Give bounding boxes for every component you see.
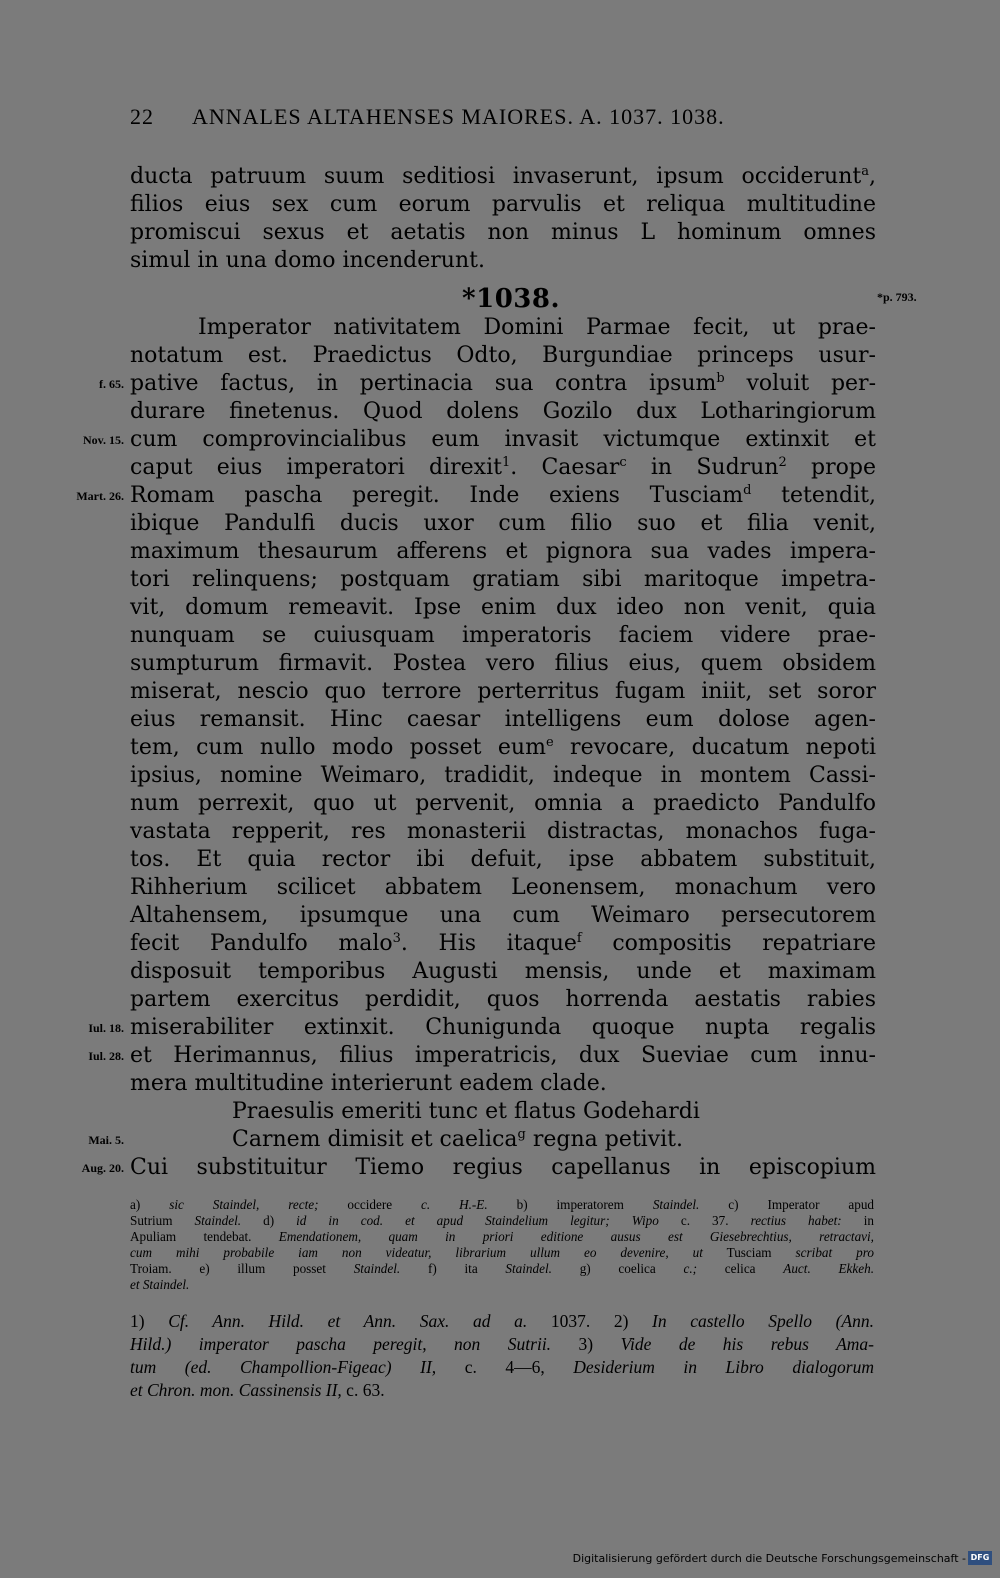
running-header <box>130 104 810 130</box>
apparatus-ref: d <box>743 483 752 498</box>
text-line: num perrexit, quo ut pervenit, omnia a praedicto Pandulfo <box>130 791 876 816</box>
text-line: notatum est. Praedictus Odto, Burgundiae princeps usur- <box>130 343 876 368</box>
text-line: ibique Pandulfi ducis uxor cum filio suo et filia venit, <box>130 511 876 536</box>
page-number: 22 <box>130 104 154 129</box>
text-line: disposuit temporibus Augusti mensis, unde et maximam <box>130 959 876 984</box>
text-line: eius remansit. Hinc caesar intelligens eum dolose agen- <box>130 707 876 732</box>
margin-note: Iul. 28. <box>88 1049 124 1063</box>
text-line: tori relinquens; postquam gratiam sibi maritoque impetra- <box>130 567 876 592</box>
footnote-line: Hild.) imperator pascha peregit, non Sutrii. 3) Vide de his rebus Ama- <box>130 1334 874 1354</box>
text-line: Imperator nativitatem Domini Parmae fecit, ut prae- <box>198 315 876 340</box>
digitization-credit: Digitalisierung gefördert durch die Deutsche Forschungsgemeinschaft - <box>572 1552 966 1565</box>
text-line: et Herimannus, filius imperatricis, dux Sueviae cum innu- <box>130 1043 876 1068</box>
footnote-line: et Chron. mon. Cassinensis II, c. 63. <box>130 1380 385 1400</box>
text-line: pative factus, in pertinacia sua contra ipsum$^b$ voluit per- <box>130 371 877 396</box>
text-line: nunquam se cuiusquam imperatoris faciem videre prae- <box>130 623 876 648</box>
apparatus-ref: b <box>716 371 725 386</box>
apparatus-line: Troiam. e) illum posset Staindel. f) ita Staindel. g) coelica c.; celica Auct. Ekkeh. <box>130 1261 874 1276</box>
text-line: caput eius imperatori direxit$^1$. Caesar$^c$ in Sudrun$^2$ prope <box>130 455 876 480</box>
text-line: durare finetenus. Quod dolens Gozilo dux Lotharingiorum <box>130 399 876 424</box>
text-line: Altahensem, ipsumque una cum Weimaro persecutorem <box>130 903 876 928</box>
apparatus-line: a) sic Staindel, recte; occidere c. H.-E. b) imperatorem Staindel. c) Imperator apud <box>130 1197 875 1212</box>
apparatus-line: et Staindel. <box>130 1277 190 1292</box>
margin-note: f. 65. <box>99 377 124 391</box>
text-line: miserabiliter extinxit. Chunigunda quoque nupta regalis <box>130 1015 876 1040</box>
dfg-logo: DFG <box>968 1551 992 1565</box>
text-line: ducta patruum suum seditiosi invaserunt, ipsum occiderunt$^a$, <box>130 164 876 189</box>
page-reference: *p. 793. <box>877 290 917 304</box>
apparatus-line: Sutrium Staindel. d) id in cod. et apud Staindelium legitur; Wipo c. 37. rectius habet: in <box>130 1213 874 1228</box>
running-title: ANNALES ALTAHENSES MAIORES. A. 1037. 1038. <box>192 104 725 129</box>
footnote-line: 1) Cf. Ann. Hild. et Ann. Sax. ad a. 1037. 2) In castello Spello (Ann. <box>130 1311 874 1331</box>
text-line: ipsius, nomine Weimaro, tradidit, indeque in montem Cassi- <box>130 763 876 788</box>
apparatus-ref: f <box>576 931 582 946</box>
text-line: cum comprovincialibus eum invasit victumque extinxit et <box>130 427 876 452</box>
text-line: fecit Pandulfo malo$^3$. His itaque$^f$ compositis repatriare <box>130 931 876 956</box>
margin-note: Nov. 15. <box>82 433 124 447</box>
text-line: vit, domum remeavit. Ipse enim dux ideo non venit, quia <box>130 595 876 620</box>
text-line: tos. Et quia rector ibi defuit, ipse abbatem substituit, <box>130 847 876 872</box>
text-line: maximum thesaurum afferens et pignora sua vades impera- <box>130 539 876 564</box>
text-line: filios eius sex cum eorum parvulis et reliqua multitudine <box>130 192 876 217</box>
footnote-ref: 3 <box>392 931 401 946</box>
apparatus-ref: c <box>619 455 627 470</box>
margin-note: Mart. 26. <box>76 489 124 503</box>
footnote-ref: 1 <box>501 455 511 470</box>
year-heading: *1038. <box>462 284 561 314</box>
margin-note: Aug. 20. <box>81 1161 124 1175</box>
text-line: sumpturum firmavit. Postea vero filius eius, quem obsidem <box>130 651 876 676</box>
apparatus-line: Apuliam tendebat. Emendationem, quam in priori editione ausus est Giesebrechtius, retractavi, <box>130 1229 874 1244</box>
verse-line: Carnem dimisit et caelica$^g$ regna petivit. <box>232 1127 684 1152</box>
text-line: tem, cum nullo modo posset eum$^e$ revocare, ducatum nepoti <box>130 735 876 760</box>
text-line: promiscui sexus et aetatis non minus L hominum omnes <box>130 220 876 245</box>
text-line: Rihherium scilicet abbatem Leonensem, monachum vero <box>130 875 876 900</box>
margin-note: Mai. 5. <box>88 1133 124 1147</box>
text-line: miserat, nescio quo terrore perterritus fugam iniit, set soror <box>130 679 876 704</box>
apparatus-ref: a <box>861 164 869 179</box>
text-line: Cui substituitur Tiemo regius capellanus in episcopium <box>130 1155 876 1180</box>
apparatus-ref: g <box>517 1127 526 1142</box>
footnote-line: tum (ed. Champollion-Figeac) II, c. 4—6, Desiderium in Libro dialogorum <box>130 1357 874 1377</box>
text-line: mera multitudine interierunt eadem clade. <box>130 1071 607 1096</box>
text-line: Romam pascha peregit. Inde exiens Tusciam$^d$ tetendit, <box>130 483 876 508</box>
apparatus-line: cum mihi probabile iam non videatur, librarium ullum eo devenire, ut Tusciam scribat pro <box>130 1245 874 1260</box>
verse-line: Praesulis emeriti tunc et flatus Godehardi <box>232 1099 700 1124</box>
text-line: simul in una domo incenderunt. <box>130 248 485 273</box>
apparatus-ref: e <box>545 735 554 750</box>
text-line: vastata repperit, res monasterii distractas, monachos fuga- <box>130 819 876 844</box>
margin-note: Iul. 18. <box>88 1021 124 1035</box>
text-line: partem exercitus perdidit, quos horrenda aestatis rabies <box>130 987 876 1012</box>
footnote-ref: 2 <box>778 455 787 470</box>
